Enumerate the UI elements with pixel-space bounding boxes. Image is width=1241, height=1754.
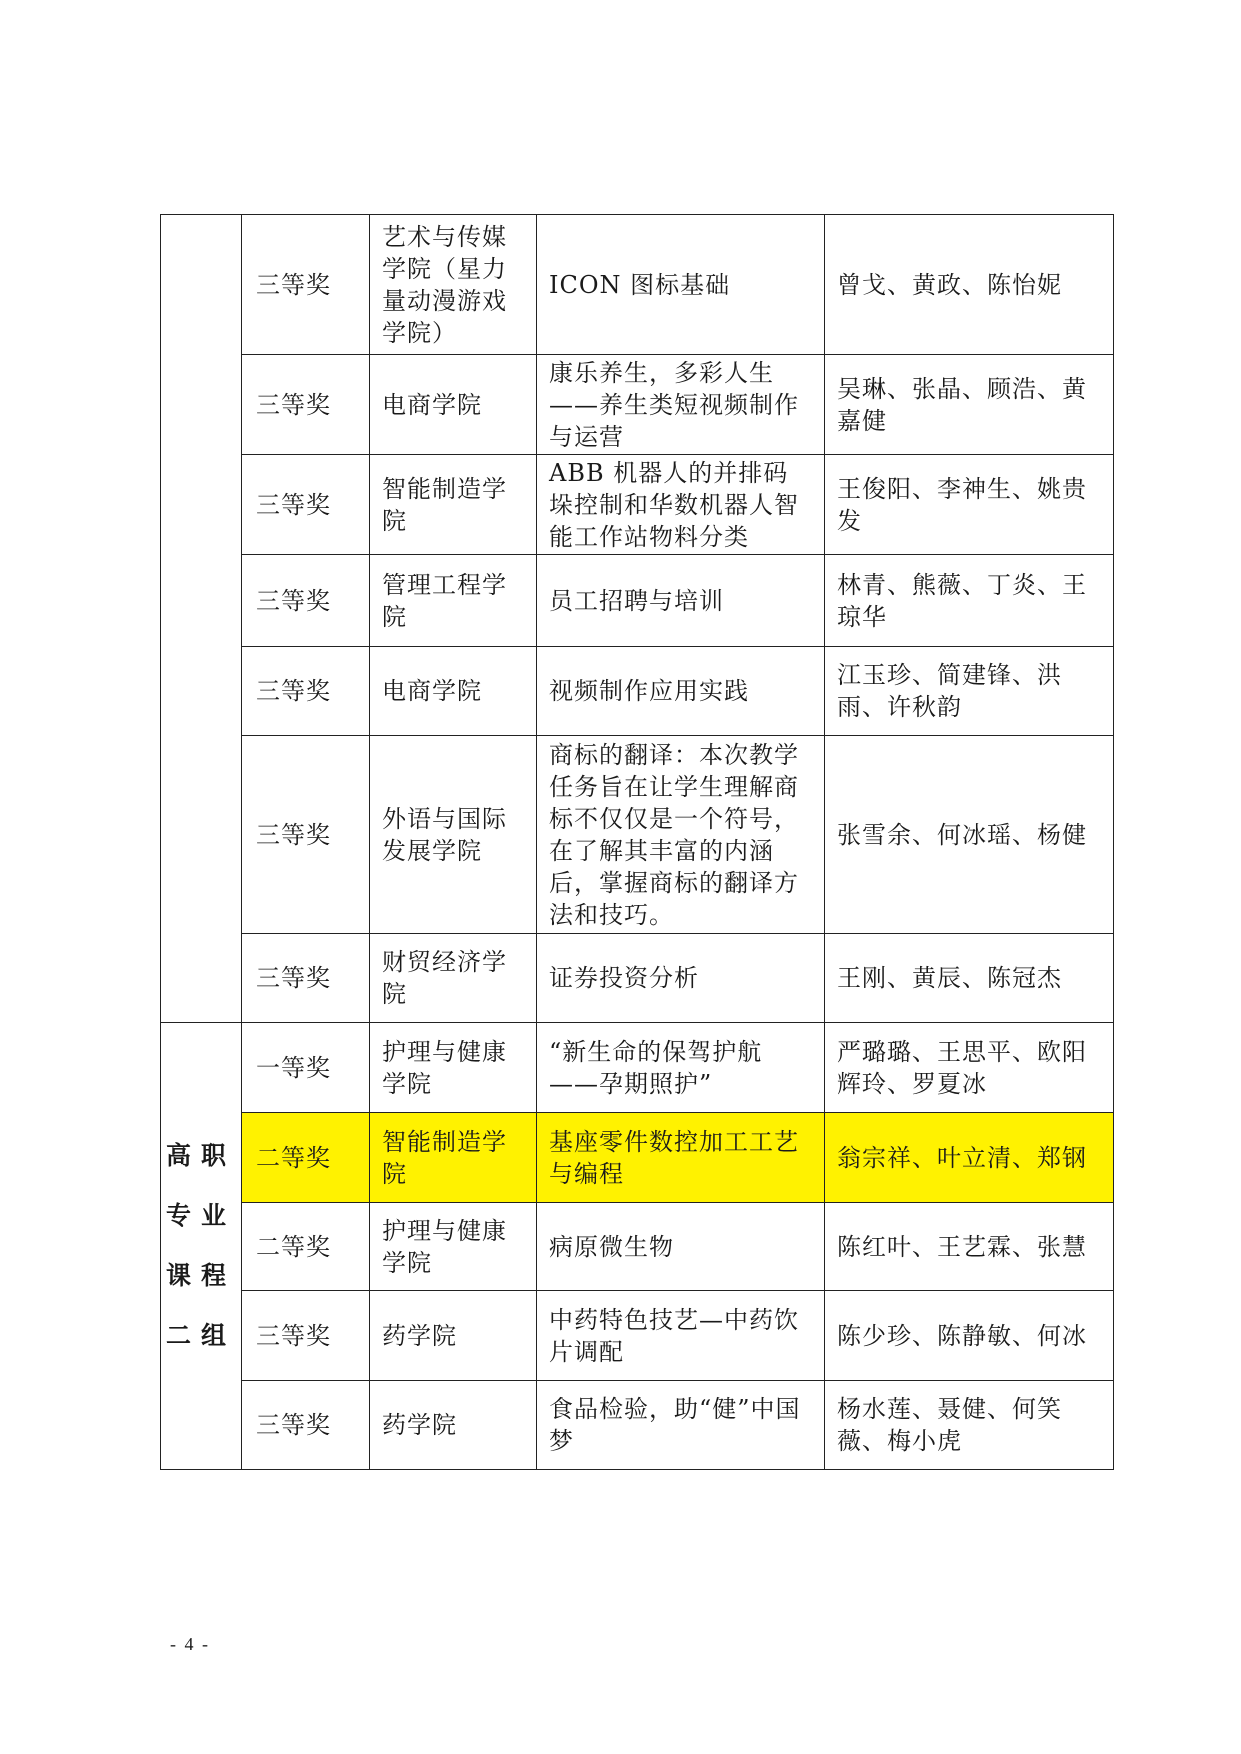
award-level: 三等奖 <box>242 736 370 934</box>
group-label <box>166 1126 236 1366</box>
table-row <box>161 555 1114 647</box>
award-level: 三等奖 <box>242 1291 370 1381</box>
course-title: 基座零件数控加工工艺与编程 <box>537 1113 825 1203</box>
table-row <box>161 934 1114 1023</box>
group-label-line: 专业 <box>165 1201 236 1230</box>
course-title: 食品检验，助“健”中国梦 <box>537 1381 825 1470</box>
table-row <box>161 1203 1114 1291</box>
team-members: 曾戈、黄政、陈怡妮 <box>825 215 1114 355</box>
team-members: 翁宗祥、叶立清、郑钢 <box>825 1113 1114 1203</box>
table-row <box>161 1291 1114 1381</box>
group-label-line: 课程 <box>165 1261 236 1290</box>
team-members: 杨水莲、聂健、何笑薇、梅小虎 <box>825 1381 1114 1470</box>
team-members: 吴琳、张晶、顾浩、黄嘉健 <box>825 355 1114 455</box>
college-name: 财贸经济学院 <box>370 934 537 1023</box>
course-title: 员工招聘与培训 <box>537 555 825 647</box>
award-level: 二等奖 <box>242 1113 370 1203</box>
team-members: 王刚、黄辰、陈冠杰 <box>825 934 1114 1023</box>
college-name: 药学院 <box>370 1381 537 1470</box>
award-level: 三等奖 <box>242 647 370 736</box>
award-level: 二等奖 <box>242 1203 370 1291</box>
award-level: 一等奖 <box>242 1023 370 1113</box>
college-name: 管理工程学院 <box>370 555 537 647</box>
table-row-highlighted <box>161 1113 1114 1203</box>
college-name: 艺术与传媒学院（星力量动漫游戏学院） <box>370 215 537 355</box>
table-row <box>161 736 1114 934</box>
group-label-line: 高职 <box>165 1141 236 1170</box>
team-members: 陈红叶、王艺霖、张慧 <box>825 1203 1114 1291</box>
table-row <box>161 455 1114 555</box>
team-members: 张雪余、何冰瑶、杨健 <box>825 736 1114 934</box>
course-title: 商标的翻译：本次教学任务旨在让学生理解商标不仅仅是一个符号，在了解其丰富的内涵后，掌握商标的翻译方法和技巧。 <box>537 736 825 934</box>
course-title: 病原微生物 <box>537 1203 825 1291</box>
college-name: 护理与健康学院 <box>370 1203 537 1291</box>
team-members: 严璐璐、王思平、欧阳辉玲、罗夏冰 <box>825 1023 1114 1113</box>
table-row <box>161 647 1114 736</box>
award-level: 三等奖 <box>242 455 370 555</box>
table-row <box>161 215 1114 355</box>
college-name: 智能制造学院 <box>370 1113 537 1203</box>
team-members: 陈少珍、陈静敏、何冰 <box>825 1291 1114 1381</box>
college-name: 药学院 <box>370 1291 537 1381</box>
course-title: 视频制作应用实践 <box>537 647 825 736</box>
team-members: 王俊阳、李神生、姚贵发 <box>825 455 1114 555</box>
college-name: 电商学院 <box>370 355 537 455</box>
award-level: 三等奖 <box>242 1381 370 1470</box>
course-title: ICON 图标基础 <box>537 215 825 355</box>
award-level: 三等奖 <box>242 355 370 455</box>
team-members: 江玉珍、简建锋、洪雨、许秋韵 <box>825 647 1114 736</box>
table-row <box>161 1381 1114 1470</box>
award-table <box>160 214 1114 1470</box>
award-level: 三等奖 <box>242 555 370 647</box>
team-members: 林青、熊薇、丁炎、王琼华 <box>825 555 1114 647</box>
group-label-line: 二组 <box>165 1321 236 1350</box>
course-title: 康乐养生，多彩人生——养生类短视频制作与运营 <box>537 355 825 455</box>
page-number: - 4 - <box>170 1634 210 1654</box>
course-title: “新生命的保驾护航——孕期照护” <box>537 1023 825 1113</box>
group-cell-continued <box>161 215 242 1023</box>
award-level: 三等奖 <box>242 934 370 1023</box>
award-level: 三等奖 <box>242 215 370 355</box>
college-name: 护理与健康学院 <box>370 1023 537 1113</box>
college-name: 智能制造学院 <box>370 455 537 555</box>
college-name: 外语与国际发展学院 <box>370 736 537 934</box>
college-name: 电商学院 <box>370 647 537 736</box>
course-title: 中药特色技艺—中药饮片调配 <box>537 1291 825 1381</box>
table-row <box>161 355 1114 455</box>
table-row <box>161 1023 1114 1113</box>
group-cell <box>161 1023 242 1470</box>
course-title: ABB 机器人的并排码垛控制和华数机器人智能工作站物料分类 <box>537 455 825 555</box>
course-title: 证券投资分析 <box>537 934 825 1023</box>
